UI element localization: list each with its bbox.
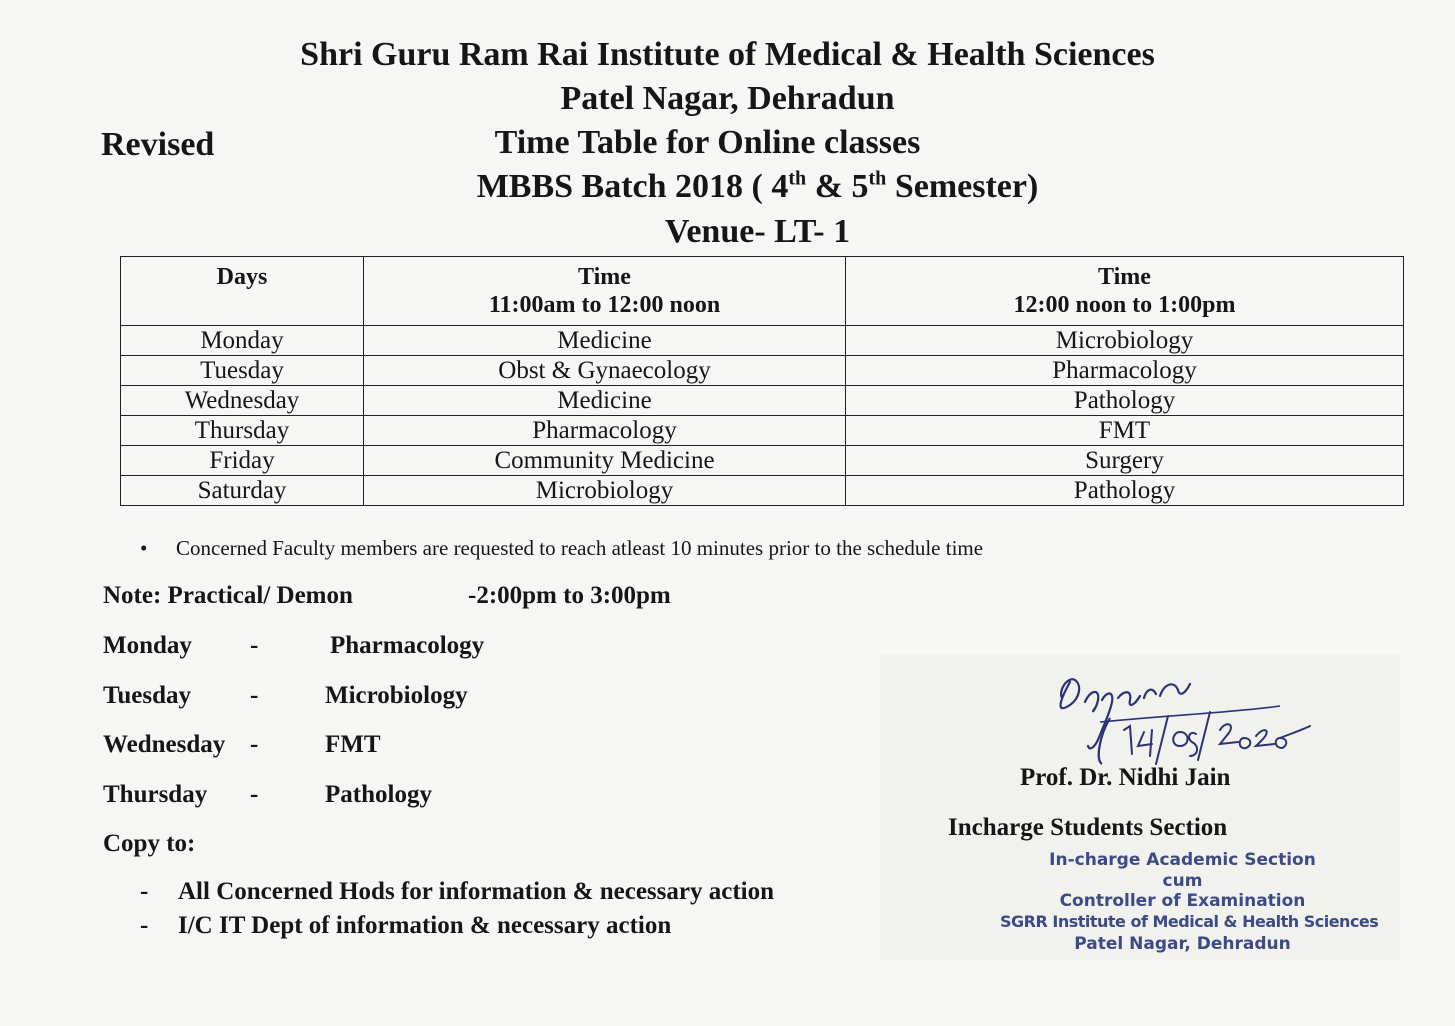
practical-subject: Pharmacology	[330, 632, 485, 659]
table-row	[121, 326, 1404, 356]
stamp-line: SGRR Institute of Medical & Health Sciences	[1000, 912, 1379, 931]
practical-dash: -	[250, 781, 259, 808]
col-slot2-header	[846, 257, 1404, 326]
practical-day: Wednesday	[103, 731, 226, 758]
day-cell: Friday	[121, 446, 364, 476]
slot1-cell: Pharmacology	[364, 416, 846, 446]
slot1-cell: Obst & Gynaecology	[364, 356, 846, 386]
slot2-cell: Surgery	[846, 446, 1404, 476]
practical-dash: -	[250, 682, 259, 709]
timetable	[120, 256, 1404, 506]
col-slot1-header	[364, 257, 846, 326]
table-row	[121, 476, 1404, 506]
practical-subject: FMT	[325, 731, 381, 758]
table-row	[121, 356, 1404, 386]
practical-dash: -	[250, 632, 259, 659]
copy-item: All Concerned Hods for information & necessary action	[178, 878, 775, 905]
practical-dash: -	[250, 731, 259, 758]
copy-dash: -	[140, 912, 149, 939]
stamp-line: Patel Nagar, Dehradun	[1074, 934, 1291, 954]
day-cell: Saturday	[121, 476, 364, 506]
handwritten-signature	[1040, 660, 1350, 770]
table-row	[121, 416, 1404, 446]
venue-line: Venue- LT- 1	[664, 213, 851, 250]
slot1-cell: Medicine	[364, 386, 846, 416]
slot2-cell: Microbiology	[846, 326, 1404, 356]
stamp-line: Controller of Examination	[1059, 891, 1306, 911]
document-title: Time Table for Online classes	[494, 124, 921, 161]
practical-label: Note: Practical/ Demon	[103, 582, 353, 609]
copy-to-label: Copy to:	[103, 830, 196, 857]
slot2-cell: FMT	[846, 416, 1404, 446]
table-row	[121, 446, 1404, 476]
practical-day: Monday	[103, 632, 192, 659]
practical-subject: Microbiology	[325, 682, 468, 709]
table-row	[121, 386, 1404, 416]
batch-text: MBBS Batch 2018 ( 4th & 5th Semester)	[476, 168, 1039, 206]
col-days-header: Days	[121, 257, 364, 326]
col-slot1-time: 11:00am to 12:00 noon	[488, 292, 721, 318]
practical-day: Tuesday	[103, 682, 192, 709]
slot2-cell: Pharmacology	[846, 356, 1404, 386]
col-slot2-time: 12:00 noon to 1:00pm	[1013, 292, 1236, 318]
stamp-line: cum	[1162, 871, 1203, 891]
slot1-cell: Microbiology	[364, 476, 846, 506]
institute-location: Patel Nagar, Dehradun	[560, 80, 895, 117]
practical-time: -2:00pm to 3:00pm	[468, 582, 671, 609]
faculty-note: Concerned Faculty members are requested to reach atleast 10 minutes prior to the schedule time	[176, 536, 984, 560]
signatory-designation: Incharge Students Section	[948, 814, 1228, 841]
bullet-marker: •	[140, 536, 148, 560]
revised-label: Revised	[101, 126, 215, 163]
slot2-cell: Pathology	[846, 386, 1404, 416]
col-slot1-title: Time	[578, 264, 631, 290]
batch-line	[30, 168, 1455, 206]
institute-name: Shri Guru Ram Rai Institute of Medical & Health Sciences	[300, 36, 1155, 73]
day-cell: Tuesday	[121, 356, 364, 386]
col-slot2-title: Time	[1098, 264, 1151, 290]
copy-item: I/C IT Dept of information & necessary action	[178, 912, 672, 939]
slot1-cell: Medicine	[364, 326, 846, 356]
timetable-header-row	[121, 257, 1404, 326]
day-cell: Thursday	[121, 416, 364, 446]
practical-day: Thursday	[103, 781, 208, 808]
day-cell: Wednesday	[121, 386, 364, 416]
slot1-cell: Community Medicine	[364, 446, 846, 476]
stamp-line: In-charge Academic Section	[1049, 850, 1316, 870]
signatory-name: Prof. Dr. Nidhi Jain	[1020, 764, 1231, 791]
day-cell: Monday	[121, 326, 364, 356]
copy-dash: -	[140, 878, 149, 905]
slot2-cell: Pathology	[846, 476, 1404, 506]
practical-subject: Pathology	[325, 781, 432, 808]
